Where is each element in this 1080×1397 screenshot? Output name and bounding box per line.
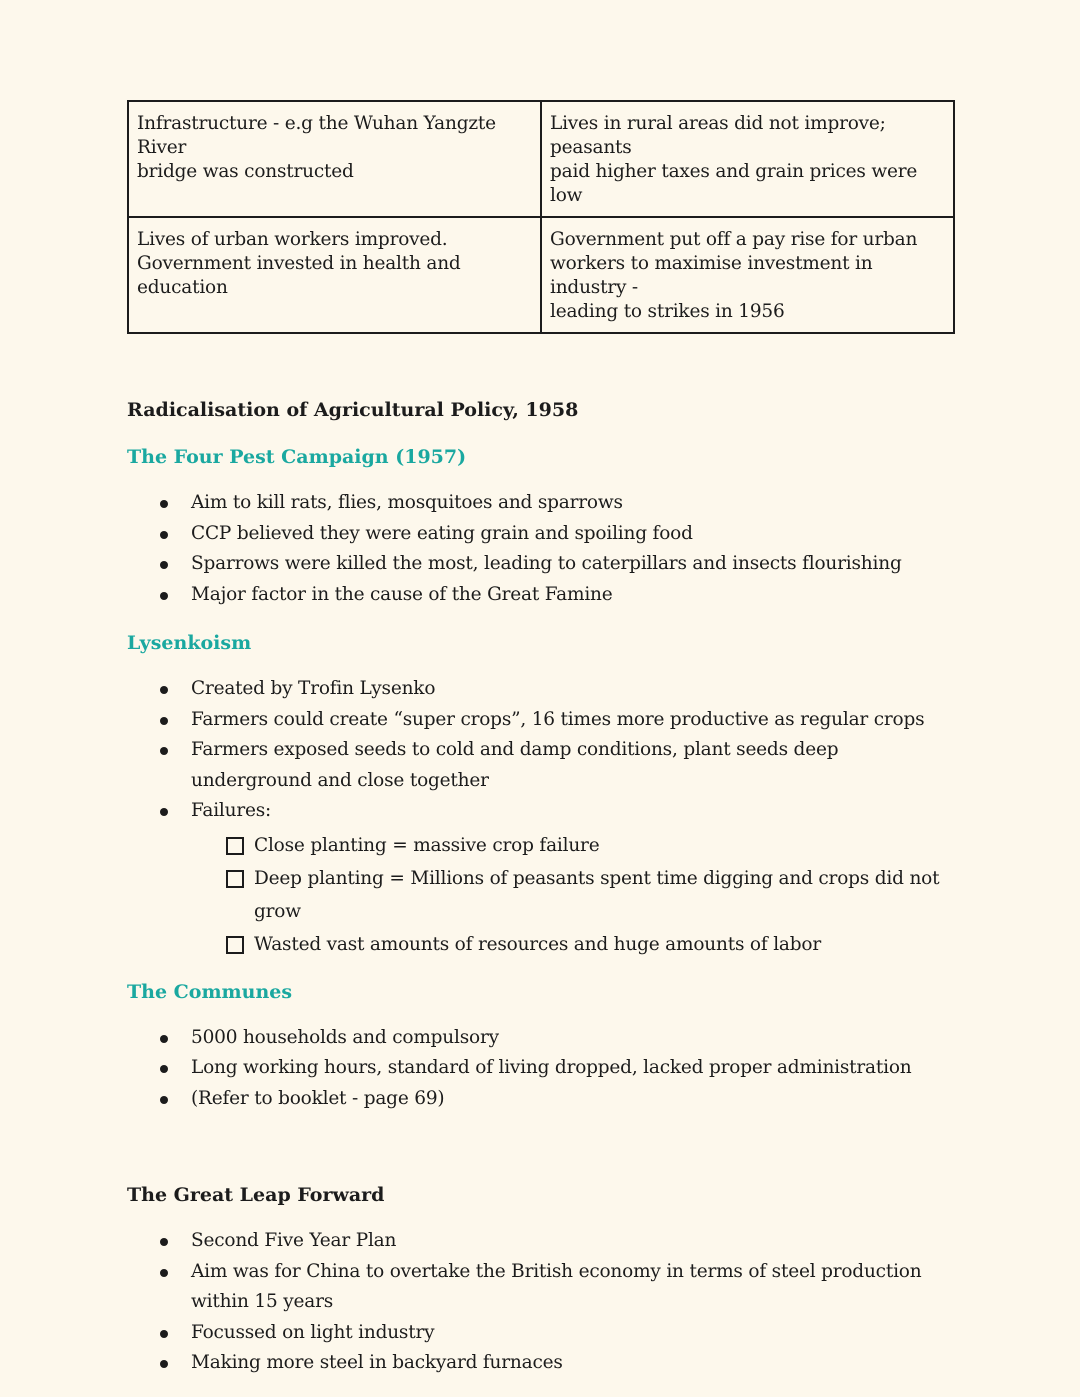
checkbox-icon[interactable] xyxy=(226,837,244,855)
list-item: (Refer to booklet - page 69) xyxy=(127,1084,955,1115)
section-heading-agricultural-policy: Radicalisation of Agricultural Policy, 1958 xyxy=(127,399,579,421)
list-item: 5000 households and compulsory xyxy=(127,1023,955,1054)
list-item: Major factor in the cause of the Great Famine xyxy=(127,580,955,611)
cell-line: leading to strikes in 1956 xyxy=(550,301,785,322)
checkbox-icon[interactable] xyxy=(226,870,244,888)
list-item: Aim was for China to overtake the British economy in terms of steel production within 15 years xyxy=(127,1257,955,1318)
lysenkoism-list xyxy=(127,674,955,961)
list-item: Focussed on light industry xyxy=(127,1318,955,1349)
checklist-item: Wasted vast amounts of resources and huge amounts of labor xyxy=(191,928,955,961)
cell-line: bridge was constructed xyxy=(137,161,354,182)
list-item: Farmers exposed seeds to cold and damp conditions, plant seeds deep underground and close together xyxy=(127,735,955,796)
table-row xyxy=(128,217,954,333)
cell-line: Government invested in health and education xyxy=(137,253,461,298)
cell-line: Lives of urban workers improved. xyxy=(137,229,448,250)
list-item: Aim to kill rats, flies, mosquitoes and sparrows xyxy=(127,488,955,519)
cell-line: Lives in rural areas did not improve; peasants xyxy=(550,113,886,158)
list-item: Second Five Year Plan xyxy=(127,1226,955,1257)
checklist-item: Deep planting = Millions of peasants spent time digging and crops did not grow xyxy=(191,862,955,928)
table-cell xyxy=(541,217,954,333)
subheading-communes: The Communes xyxy=(127,980,293,1003)
subheading-four-pest-campaign: The Four Pest Campaign (1957) xyxy=(127,446,467,468)
table-cell xyxy=(541,101,954,217)
list-item: Created by Trofin Lysenko xyxy=(127,674,955,705)
list-item: CCP believed they were eating grain and spoiling food xyxy=(127,519,955,550)
list-item: Farmers could create “super crops”, 16 times more productive as regular crops xyxy=(127,705,955,736)
failures-checklist xyxy=(191,829,955,961)
cell-line: workers to maximise investment in industry - xyxy=(550,253,873,298)
subheading-lysenkoism: Lysenkoism xyxy=(127,632,252,654)
list-item: Sparrows were killed the most, leading to caterpillars and insects flourishing xyxy=(127,549,955,580)
list-item: Long working hours, standard of living dropped, lacked proper administration xyxy=(127,1053,955,1084)
cell-line: Government put off a pay rise for urban xyxy=(550,229,918,250)
table-cell xyxy=(128,101,541,217)
communes-list xyxy=(127,1023,955,1115)
list-item: Making more steel in backyard furnaces xyxy=(127,1348,955,1379)
document-page xyxy=(127,100,955,1379)
great-leap-list xyxy=(127,1226,955,1379)
table-cell xyxy=(128,217,541,333)
table-row xyxy=(128,101,954,217)
comparison-table xyxy=(127,100,955,334)
cell-line: paid higher taxes and grain prices were low xyxy=(550,161,918,206)
section-heading-great-leap-forward: The Great Leap Forward xyxy=(127,1184,385,1206)
checklist-item: Close planting = massive crop failure xyxy=(191,829,955,862)
checkbox-icon[interactable] xyxy=(226,936,244,954)
four-pest-list xyxy=(127,488,955,610)
list-item: Failures: Close planting = massive crop failure Deep planting = Millions of peasants spent time digging and crops did not grow Wasted vast amounts of resources and huge amounts of labor xyxy=(127,796,955,961)
cell-line: Infrastructure - e.g the Wuhan Yangzte River xyxy=(137,113,496,158)
